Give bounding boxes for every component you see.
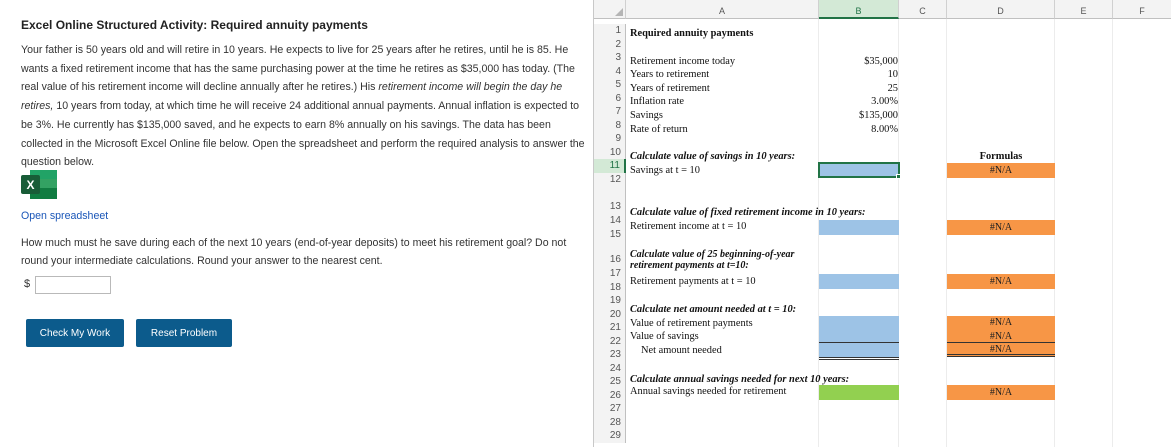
row-header-16[interactable]: 16 (594, 241, 626, 267)
cell-a14[interactable]: Retirement income at t = 10 (630, 221, 747, 232)
row-header-21[interactable]: 21 (594, 321, 626, 335)
cell-d10[interactable]: Formulas (979, 151, 1023, 162)
cell-a8[interactable]: Rate of return (630, 124, 688, 135)
cell-b6[interactable]: 3.00% (871, 96, 898, 107)
cell-a25[interactable]: Annual savings needed for retirement (630, 386, 787, 397)
reset-problem-button[interactable]: Reset Problem (136, 319, 232, 347)
cell-b8[interactable]: 8.00% (871, 124, 898, 135)
column-header-c[interactable]: C (899, 0, 947, 19)
spreadsheet[interactable] (593, 0, 1171, 447)
cell-b14[interactable] (819, 220, 899, 235)
column-header-e[interactable]: E (1055, 0, 1113, 19)
check-my-work-button[interactable]: Check My Work (26, 319, 124, 347)
b22-double-underline-1 (819, 357, 899, 358)
cell-d22[interactable]: #N/A (947, 343, 1055, 357)
cell-d25[interactable]: #N/A (947, 385, 1055, 400)
row-header-4[interactable]: 4 (594, 65, 626, 79)
cell-a19[interactable]: Calculate net amount needed at t = 10: (630, 304, 797, 315)
cell-b4[interactable]: 10 (887, 69, 898, 80)
row-header-29[interactable]: 29 (594, 429, 626, 443)
b22-double-underline-2 (819, 359, 899, 360)
cell-a10[interactable]: Calculate value of savings in 10 years: (630, 151, 796, 162)
cell-b3[interactable]: $35,000 (864, 56, 898, 67)
row-header-1[interactable]: 1 (594, 24, 626, 38)
fill-handle[interactable] (896, 174, 901, 179)
row-header-8[interactable]: 8 (594, 119, 626, 133)
cell-d20[interactable]: #N/A (947, 316, 1055, 330)
column-header-b[interactable]: B (819, 0, 899, 19)
row-header-19[interactable]: 19 (594, 294, 626, 308)
row-header-9[interactable]: 9 (594, 132, 626, 146)
cell-a13[interactable]: Calculate value of fixed retirement income in 10 years: (630, 207, 866, 218)
row-header-3[interactable]: 3 (594, 51, 626, 65)
row-header-2[interactable]: 2 (594, 38, 626, 52)
cell-b7[interactable]: $135,000 (859, 110, 898, 121)
row-header-17[interactable]: 17 (594, 267, 626, 281)
row-header-15[interactable]: 15 (594, 228, 626, 242)
problem-title: Excel Online Structured Activity: Required annuity payments (21, 18, 368, 32)
cell-a7[interactable]: Savings (630, 110, 663, 121)
row-header-7[interactable]: 7 (594, 105, 626, 119)
cell-b5[interactable]: 25 (887, 83, 898, 94)
column-header-a[interactable]: A (626, 0, 819, 19)
cell-d11[interactable]: #N/A (947, 163, 1055, 178)
problem-text-part2: 10 years from today, at which time he will receive 24 additional annual payments. Annual inflation is expected to be 3%. He currently has $135,000 saved, and he expects to earn 8% annually on his savings. The data has been collected in the Microsoft Excel Online file below. Open the spreadsheet and perform the required analysis to answer the question below. (21, 100, 585, 169)
cell-b20-b22[interactable] (819, 316, 899, 357)
row-header-5[interactable]: 5 (594, 78, 626, 92)
row-header-10[interactable]: 10 (594, 146, 626, 160)
problem-text (21, 41, 591, 172)
cell-a20[interactable]: Value of retirement payments (630, 318, 753, 329)
row-header-6[interactable]: 6 (594, 92, 626, 106)
question-text: How much must he save during each of the next 10 years (end-of-year deposits) to meet his retirement goal? Do not round your intermediate calculations. Round your answer to the nearest cent. (21, 237, 567, 267)
column-header-f[interactable]: F (1113, 0, 1171, 19)
row-header-12[interactable]: 12 (594, 173, 626, 187)
cell-b25[interactable] (819, 385, 899, 400)
column-gridline (1112, 19, 1113, 447)
cell-a4[interactable]: Years to retirement (630, 69, 710, 80)
row-header-26[interactable]: 26 (594, 389, 626, 403)
cell-b17[interactable] (819, 274, 899, 289)
excel-icon[interactable] (21, 168, 58, 201)
cell-a16[interactable]: Calculate value of 25 beginning-of-year retirement payments at t=10: (630, 249, 795, 271)
cell-a24[interactable]: Calculate annual savings needed for next 10 years: (630, 374, 850, 385)
cell-a3[interactable]: Retirement income today (630, 56, 736, 67)
cell-a1[interactable]: Required annuity payments (630, 28, 754, 39)
row-header-23[interactable]: 23 (594, 348, 626, 362)
b21-underline (819, 342, 899, 343)
row-header-27[interactable]: 27 (594, 402, 626, 416)
cell-d21[interactable]: #N/A (947, 330, 1055, 343)
cell-a11[interactable]: Savings at t = 10 (630, 165, 700, 176)
currency-symbol: $ (24, 278, 31, 290)
cell-a5[interactable]: Years of retirement (630, 83, 710, 94)
row-header-28[interactable]: 28 (594, 416, 626, 430)
answer-input[interactable] (35, 276, 111, 294)
row-header-14[interactable]: 14 (594, 214, 626, 228)
cell-a21[interactable]: Value of savings (630, 331, 699, 342)
row-header-18[interactable]: 18 (594, 281, 626, 295)
row-header-24[interactable]: 24 (594, 362, 626, 376)
column-header-d[interactable]: D (947, 0, 1055, 19)
cell-a6[interactable]: Inflation rate (630, 96, 684, 107)
open-spreadsheet-link[interactable]: Open spreadsheet (21, 210, 109, 222)
row-header-13[interactable]: 13 (594, 186, 626, 214)
problem-text-part1: Your father is 50 years old and will retire in 10 years. He expects to live for 25 years after he retires, until he is 85. He wants a fixed retirement income that has the same purchasing power at the time he retires as $35,000 has today. (The real value of his retirement income will decline annually after he retires.) His (21, 44, 575, 94)
row-header-11[interactable]: 11 (594, 159, 626, 173)
cell-d14[interactable]: #N/A (947, 220, 1055, 235)
row-header-25[interactable]: 25 (594, 375, 626, 389)
cell-d17[interactable]: #N/A (947, 274, 1055, 289)
excel-icon-letter: X (26, 178, 35, 192)
select-all-corner[interactable] (594, 0, 626, 19)
active-cell-border (818, 162, 900, 178)
cell-a22[interactable]: Net amount needed (641, 345, 722, 356)
problem-text-italic: retirement income will begin the day he retires, (21, 81, 563, 113)
cell-a17[interactable]: Retirement payments at t = 10 (630, 276, 756, 287)
row-header-20[interactable]: 20 (594, 308, 626, 322)
select-all-triangle-icon (615, 8, 623, 16)
row-header-22[interactable]: 22 (594, 335, 626, 349)
